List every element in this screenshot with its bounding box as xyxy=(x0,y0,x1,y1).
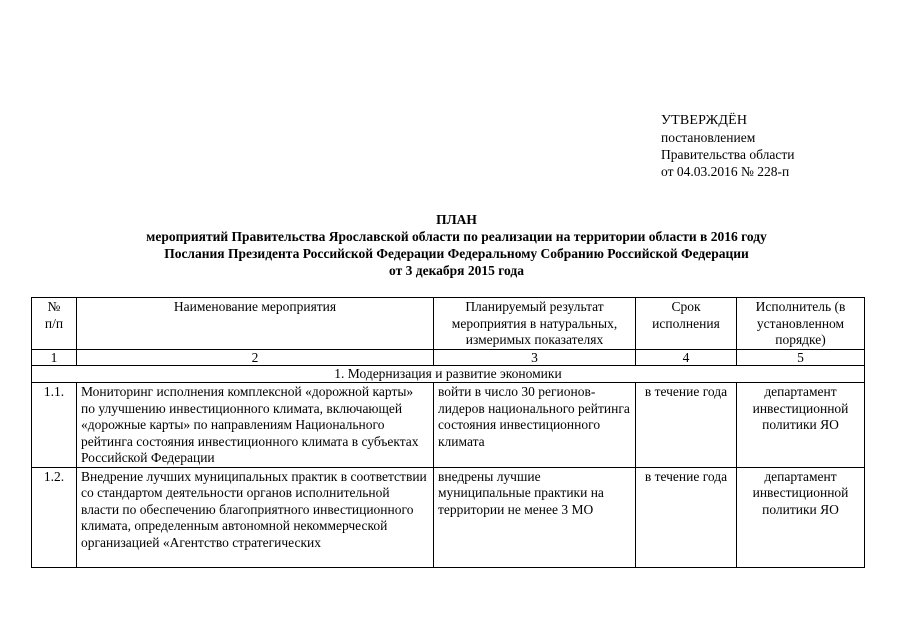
header-num-sign: № xyxy=(47,299,61,314)
row-term: в течение года xyxy=(636,467,737,567)
table-row xyxy=(32,467,865,567)
row-executor: департамент инвестиционной политики ЯО xyxy=(737,467,865,567)
header-num xyxy=(32,298,77,350)
header-num-pp: п/п xyxy=(44,315,64,331)
column-number: 1 xyxy=(32,350,77,366)
column-number-row xyxy=(32,350,865,366)
table-row xyxy=(32,383,865,468)
approval-line: Правительства области xyxy=(661,147,795,162)
column-number: 5 xyxy=(737,350,865,366)
title-plan: ПЛАН xyxy=(436,212,477,227)
title-line: Послания Президента Российской Федерации Федеральному Собранию Российской Федерации xyxy=(164,246,749,261)
approval-title: УТВЕРЖДЁН xyxy=(661,113,748,128)
row-term: в течение года xyxy=(636,383,737,468)
row-num: 1.2. xyxy=(32,467,77,567)
row-name: Внедрение лучших муниципальных практик в соответствии со стандартом деятельности органов исполнительной власти по обеспечению благоприятного инвестиционного климата, определенным автономной некоммерческой организацией «Агентство стратегических xyxy=(77,467,434,567)
document-title xyxy=(60,211,853,279)
approval-line: постановлением xyxy=(661,130,756,145)
section-title: 1. Модернизация и развитие экономики xyxy=(32,366,865,383)
column-number: 4 xyxy=(636,350,737,366)
approval-stamp xyxy=(661,112,794,180)
approval-date: от 04.03.2016 № 228-п xyxy=(661,164,790,179)
column-number: 3 xyxy=(434,350,636,366)
header-name: Наименование мероприятия xyxy=(77,298,434,350)
section-row xyxy=(32,366,865,383)
header-row xyxy=(32,298,865,350)
header-result: Планируемый результат мероприятия в натуральных, измеримых показателях xyxy=(434,298,636,350)
column-number: 2 xyxy=(77,350,434,366)
row-executor: департамент инвестиционной политики ЯО xyxy=(737,383,865,468)
row-result: внедрены лучшие муниципальные практики на территории не менее 3 МО xyxy=(434,467,636,567)
title-line: мероприятий Правительства Ярославской области по реализации на территории области в 2016 году xyxy=(146,229,767,244)
header-term: Срок исполнения xyxy=(636,298,737,350)
header-executor: Исполнитель (в установленном порядке) xyxy=(737,298,865,350)
plan-table xyxy=(31,297,865,568)
row-name: Мониторинг исполнения комплексной «дорожной карты» по улучшению инвестиционного климата, включающей «дорожные карты» по направлениям Национального рейтинга состояния инвестиционного климата в субъектах Российской Федерации xyxy=(77,383,434,468)
title-line: от 3 декабря 2015 года xyxy=(389,263,524,278)
row-num: 1.1. xyxy=(32,383,77,468)
row-result: войти в число 30 регионов-лидеров национального рейтинга состояния инвестиционного климата xyxy=(434,383,636,468)
